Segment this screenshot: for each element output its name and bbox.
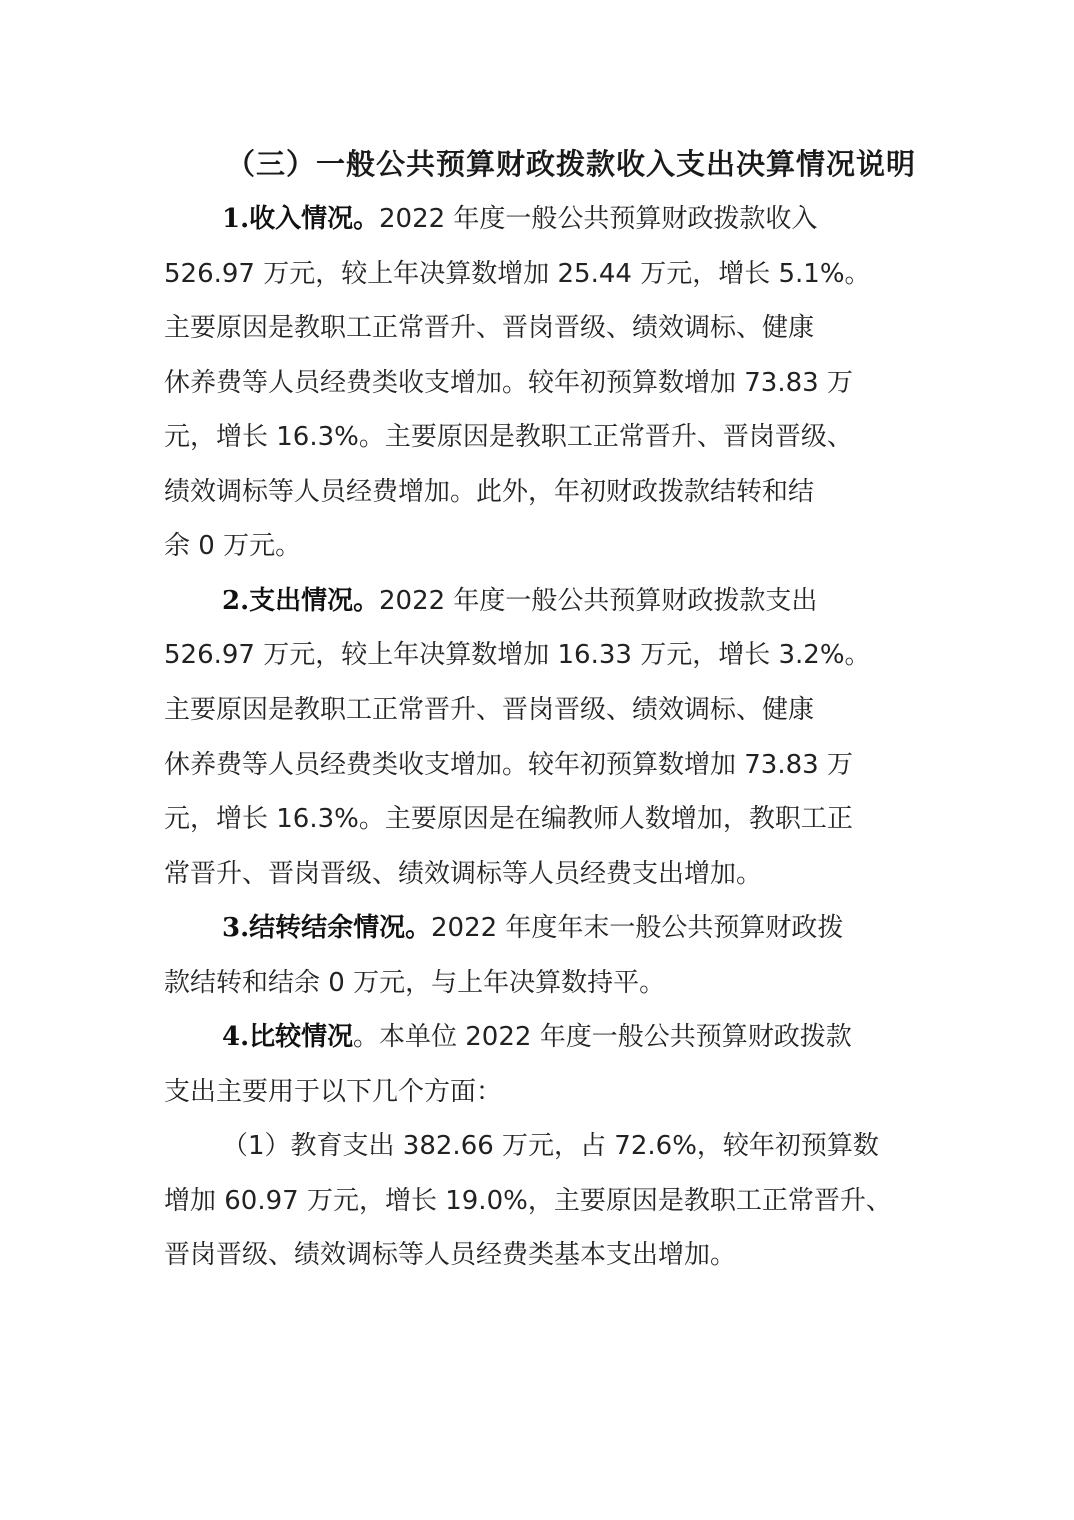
text-line (0, 963, 1074, 1003)
line-text: 2022 年度年末一般公共预算财政拨 (431, 913, 844, 943)
text-line (0, 1181, 1074, 1221)
line-text: 余 0 万元。 (164, 531, 302, 561)
text-line (0, 254, 1074, 294)
text-line (0, 526, 1074, 566)
text-line (0, 635, 1074, 675)
paragraph-lead: 4.比较情况 (222, 1022, 354, 1052)
line-text: 常晋升、晋岗晋级、绩效调标等人员经费支出增加。 (164, 859, 763, 889)
text-line (0, 1017, 1074, 1057)
text-line (0, 690, 1074, 730)
text-line (0, 472, 1074, 512)
text-line (0, 1235, 1074, 1275)
line-text: （1）教育支出 382.66 万元，占 72.6%，较年初预算数 (222, 1131, 879, 1161)
text-line (0, 799, 1074, 839)
line-text: 主要原因是教职工正常晋升、晋岗晋级、绩效调标、健康 (164, 313, 815, 343)
line-text: 增加 60.97 万元，增长 19.0%，主要原因是教职工正常晋升、 (164, 1186, 892, 1216)
paragraph-lead: 1.收入情况。 (222, 204, 380, 234)
text-line (0, 908, 1074, 948)
line-text: 绩效调标等人员经费增加。此外，年初财政拨款结转和结 (164, 477, 815, 507)
line-text: 休养费等人员经费类收支增加。较年初预算数增加 73.83 万 (164, 750, 853, 780)
text-line (0, 1072, 1074, 1112)
line-text: 支出主要用于以下几个方面： (164, 1077, 503, 1107)
text-line (0, 854, 1074, 894)
text-line (0, 417, 1074, 457)
line-text: 元，增长 16.3%。主要原因是教职工正常晋升、晋岗晋级、 (164, 422, 853, 452)
text-line (0, 199, 1074, 239)
line-text: 款结转和结余 0 万元，与上年决算数持平。 (164, 968, 666, 998)
paragraph-lead: 2.支出情况。 (222, 586, 380, 616)
line-text: 526.97 万元，较上年决算数增加 25.44 万元，增长 5.1%。 (164, 259, 871, 289)
line-text: 526.97 万元，较上年决算数增加 16.33 万元，增长 3.2%。 (164, 640, 871, 670)
line-text: 元，增长 16.3%。主要原因是在编教师人数增加，教职工正 (164, 804, 853, 834)
paragraph-lead: 3.结转结余情况。 (222, 913, 432, 943)
text-line (0, 308, 1074, 348)
line-text: 休养费等人员经费类收支增加。较年初预算数增加 73.83 万 (164, 368, 853, 398)
line-text: 主要原因是教职工正常晋升、晋岗晋级、绩效调标、健康 (164, 695, 815, 725)
line-text: 2022 年度一般公共预算财政拨款支出 (379, 586, 818, 616)
text-line (0, 1126, 1074, 1166)
text-line (0, 581, 1074, 621)
line-text: 2022 年度一般公共预算财政拨款收入 (379, 204, 818, 234)
line-text: 。本单位 2022 年度一般公共预算财政拨款 (353, 1022, 852, 1052)
line-text: 晋岗晋级、绩效调标等人员经费类基本支出增加。 (164, 1240, 737, 1270)
text-line (0, 363, 1074, 403)
text-line (0, 745, 1074, 785)
section-heading: （三）一般公共预算财政拨款收入支出决算情况说明 (226, 147, 917, 181)
